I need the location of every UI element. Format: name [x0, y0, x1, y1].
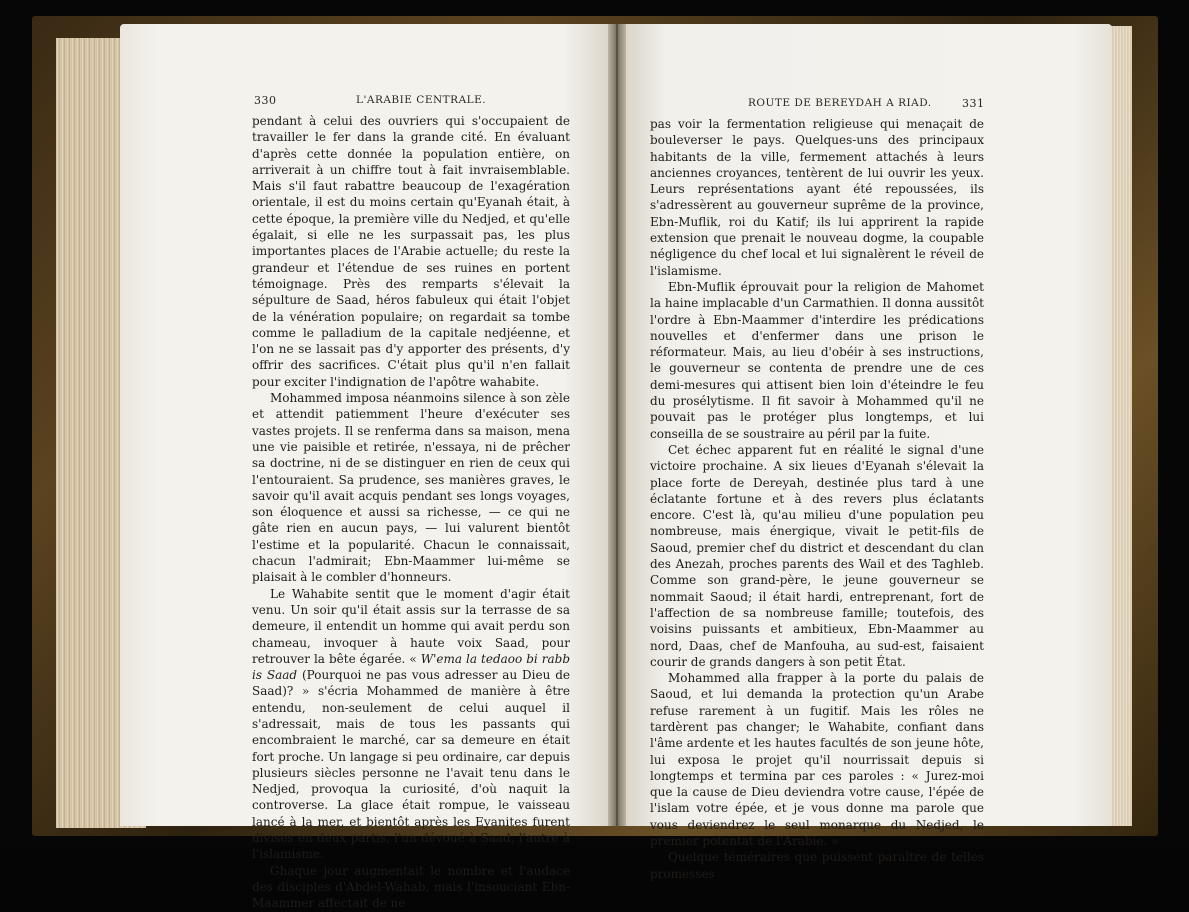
- right-page-text: [650, 116, 984, 882]
- paragraph: Mohammed imposa néanmoins silence à son zèle et attendit patiemment l'heure d'exécuter ses vastes projets. Il se renferma dans sa maison, mena une vie paisible et retirée, n'essaya, ni de prêcher sa doctrine, ni de se distinguer en rien de ceux qui l'entouraient. Sa prudence, ses manières graves, le savoir qu'il avait acquis pendant ses longs voyages, son éloquence et aussi sa richesse, — ce qui ne gâte rien en aucun pays, — lui valurent bientôt l'estime et la popularité. Chacun le connaissait, chacun l'admirait; Ebn-Maammer lui-même se plaisait à le combler d'honneurs.: [252, 391, 570, 585]
- paragraph: Cet échec apparent fut en réalité le signal d'une victoire prochaine. A six lieues d'Eyanah s'élevait la place forte de Dereyah, destinée plus tard à une éclatante fortune et à des revers plus éclatants encore. C'est là, qu'au milieu d'une population peu nombreuse, mais énergique, vivait le petit-fils de Saoud, premier chef du district et descendant du clan des Anezah, proches parents des Wail et des Taghleb. Comme son grand-père, le jeune gouverneur se nommait Saoud; il était hardi, entreprenant, fort de l'affection de sa nombreuse famille; toutefois, des voisins puissants et ambitieux, Ebn-Maammer au nord, Daas, chef de Manfouha, au sud-est, faisaient courir de grands dangers à son petit État.: [650, 442, 984, 669]
- quote-open: «: [409, 651, 421, 666]
- paragraph: Mohammed alla frapper à la porte du palais de Saoud, et lui demanda la protection qu'un Arabe refuse rarement à un fugitif. Mais les rôles ne tardèrent pas changer; le Wahabite, confiant dans l'âme ardente et les hautes facultés de son jeune hôte, lui exposa le projet qu'il nourrissait depuis si longtemps et termina par ces paroles : « Jurez-moi que la cause de Dieu deviendra votre cause, l'épée de l'islam votre épée, et je vous donne ma parole que vous deviendrez le seul monarque du Nedjed, le premier potentat de l'Arabie. »: [650, 671, 984, 849]
- arabic-quote: W'ema la tedaoo bi rabb is Saad: [252, 651, 571, 683]
- quote-translation: (Pourquoi ne pas vous adresser au Dieu de Saad)? »: [252, 668, 570, 699]
- left-page-number: 330: [254, 94, 277, 107]
- paragraph: Ghaque jour augmentait le nombre et l'audace des disciples d'Abdel-Wahab, mais l'insouciant Ebn-Maammer affectait de ne: [252, 863, 570, 911]
- paragraph: [252, 586, 570, 863]
- right-running-title: ROUTE DE BEREYDAH A RIAD.: [748, 97, 932, 109]
- right-page-header: [666, 97, 992, 113]
- paragraph: pas voir la fermentation religieuse qui menaçait de bouleverser le pays. Quelques-uns des principaux habitants de la ville, fermement attachés à leurs anciennes croyances, tentèrent de lui ouvrir les yeux. Leurs représentations ayant été repoussées, ils s'adressèrent au gouverneur suprême de la province, Ebn-Muflik, roi du Katif; ils lui apprirent la rapide extension que prenait le nouveau dogme, la coupable négligence du chef local et lui signalèrent le réveil de l'islamisme.: [650, 117, 984, 278]
- paragraph: pendant à celui des ouvriers qui s'occupaient de travailler le fer dans la grande cité. En évaluant d'après cette donnée la population entière, on arriverait à un chiffre tout à fait invraisemblable. Mais s'il faut rabattre beaucoup de l'exagération orientale, il est du moins certain qu'Eyanah était, à cette époque, la première ville du Nedjed, et qu'elle égalait, si elle ne les surpassait pas, les plus importantes places de l'Arabie actuelle; du reste la grandeur et l'étendue de ses ruines en portent témoignage. Près des remparts s'élevait la sépulture de Saad, héros fabuleux qui était l'objet de la vénération populaire; on regardait sa tombe comme le palladium de la capitale nedjéenne, et l'on ne se lassait pas d'y apporter des présents, d'y offrir des sacrifices. C'était plus qu'il n'en fallait pour exciter l'indignation de l'apôtre wahabite.: [252, 114, 570, 389]
- left-page-text: [252, 113, 570, 912]
- paragraph-text: s'écria Mohammed de manière à être entendu, non-seulement de celui auquel il s'adressait, mais de tous les passants qui encombraient le marché, car sa demeure en était fort proche. Un langage si peu ordinaire, car depuis plusieurs siècles personne ne l'avait tenu dans le Nedjed, provoqua la curiosité, d'où naquit la controverse. La glace était rompue, le vaisseau lancé à la mer, et bientôt après les Eyanites furent divisés en deux partis, l'un dévoué à Saad, l'autre à l'islamisme.: [252, 684, 570, 862]
- paragraph-text: Le Wahabite sentit que le moment d'agir était venu. Un soir qu'il était assis sur la terrasse de sa demeure, il entendit un homme qui avait perdu son chameau, invoquer à haute voix Saad, pour retrouver la bête égarée.: [252, 586, 570, 666]
- left-page-header: [254, 94, 487, 110]
- paragraph: Quelque téméraires que puissent paraître de telles promesses: [650, 850, 984, 881]
- right-page-number: 331: [962, 97, 985, 110]
- left-running-title: L'ARABIE CENTRALE.: [356, 94, 487, 106]
- paragraph: Ebn-Muflik éprouvait pour la religion de Mahomet la haine implacable d'un Carmathien. Il donna aussitôt l'ordre à Ebn-Maammer d'interdire les prédications nouvelles et d'enfermer dans une prison le réformateur. Mais, au lieu d'obéir à ses instructions, le gouverneur se contenta de prendre une de ces demi-mesures qui attisent bien loin d'éteindre le feu du prosélytisme. Il fit savoir à Mohammed qu'il ne pouvait pas le protéger plus longtemps, et lui conseilla de se soustraire au péril par la fuite.: [650, 279, 984, 441]
- book-gutter: [608, 24, 626, 826]
